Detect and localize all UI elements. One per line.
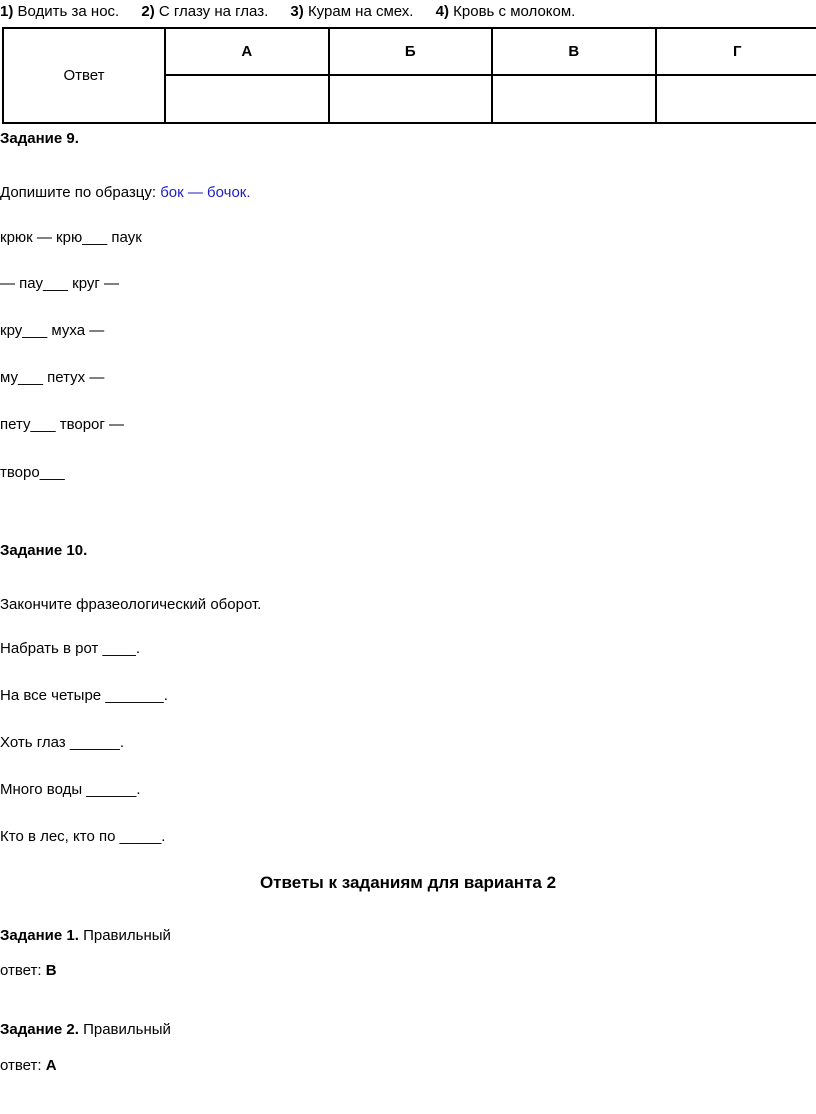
task9-line: крюк — крю___ паук (0, 229, 142, 246)
answer-value: В (45, 962, 57, 979)
task9-line: творо___ (0, 464, 65, 481)
answer-table (2, 27, 816, 124)
answer-task-text: Правильный (78, 1021, 171, 1038)
answer-value: А (45, 1057, 57, 1074)
answer-cell[interactable] (492, 75, 656, 123)
task10-line: Много воды ______. (0, 781, 141, 798)
answer-item-1 (0, 927, 171, 945)
task8-options (0, 3, 575, 21)
task9-line: кру___ муха — (0, 322, 105, 339)
option-number: 3) (290, 3, 304, 20)
task10-line: На все четыре _______. (0, 687, 168, 704)
answers-heading: Ответы к заданиям для варианта 2 (259, 873, 557, 892)
answer-cell[interactable] (165, 75, 329, 123)
answer-task-text: Правильный (78, 927, 171, 944)
answer-item-2 (0, 1021, 171, 1039)
task9-instruction (0, 184, 251, 202)
task10-line: Хоть глаз ______. (0, 734, 125, 751)
instruction-text: Допишите по образцу: (0, 184, 161, 201)
answer-cell[interactable] (329, 75, 493, 123)
column-header: Г (656, 28, 816, 75)
task9-line: — пау___ круг — (0, 275, 120, 292)
task10-line: Набрать в рот ____. (0, 640, 141, 657)
example-text: бок — бочок. (160, 184, 251, 201)
option-text: Кровь с молоком. (453, 3, 576, 20)
answer-task-title: Задание 2. (0, 1021, 79, 1038)
option-number: 4) (435, 3, 449, 20)
answer-cell[interactable] (656, 75, 816, 123)
task10-instruction: Закончите фразеологический оборот. (0, 596, 262, 613)
task10-title: Задание 10. (0, 542, 88, 559)
answer-label: Ответ (3, 28, 165, 123)
task9-line: му___ петух — (0, 369, 105, 386)
task9-line: пету___ творог — (0, 416, 125, 433)
answer-task-title: Задание 1. (0, 927, 79, 944)
task9-title: Задание 9. (0, 130, 79, 147)
option-text: Водить за нос. (17, 3, 120, 20)
answer-item-1-result (0, 962, 57, 980)
column-header: А (165, 28, 329, 75)
answer-item-2-result (0, 1057, 57, 1075)
task10-line: Кто в лес, кто по _____. (0, 828, 166, 845)
answer-label-text: ответ: (0, 1057, 46, 1074)
option-text: С глазу на глаз. (158, 3, 269, 20)
column-header: В (492, 28, 656, 75)
option-number: 1) (0, 3, 14, 20)
option-text: Курам на смех. (307, 3, 414, 20)
option-number: 2) (141, 3, 155, 20)
column-header: Б (329, 28, 493, 75)
answer-label-text: ответ: (0, 962, 46, 979)
